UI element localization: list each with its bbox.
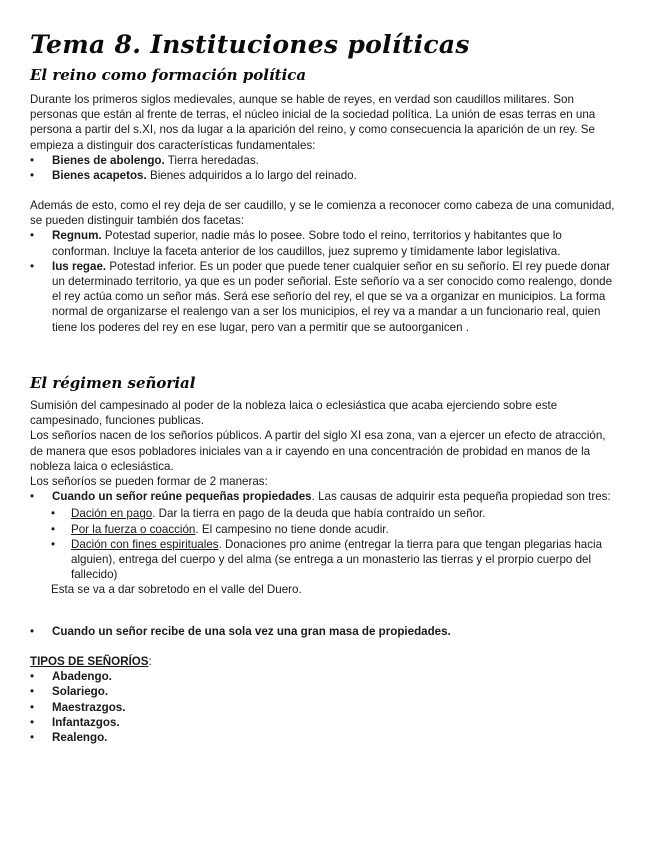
- heading-colon: :: [148, 655, 152, 668]
- definition: . Dar la tierra en pago de la deuda que había contraído un señor.: [152, 507, 486, 521]
- term: Bienes de abolengo.: [52, 153, 165, 167]
- list-item: [30, 730, 620, 745]
- paragraph: Los señoríos se pueden formar de 2 maneras:: [30, 475, 268, 489]
- definition: Potestad superior, nadie más lo posee. Sobre todo el reino, territorios y habitantes que lo conforman. Incluye la faceta anterior de los caudillos, juez supremo y tímidamente labor legislativa.: [52, 229, 562, 258]
- bullet-list: [30, 489, 620, 504]
- section-heading-reino: El reino como formación política: [30, 66, 307, 84]
- list-item: [30, 684, 620, 699]
- list-item: [30, 700, 620, 715]
- list-item: [30, 153, 620, 168]
- type-label: Realengo.: [52, 731, 108, 745]
- type-label: Solariego.: [52, 685, 109, 699]
- list-item: [30, 624, 620, 639]
- bullet-icon: •: [30, 259, 35, 273]
- list-item: [30, 259, 620, 335]
- term: Cuando un señor reúne pequeñas propiedades: [52, 490, 312, 504]
- bullet-icon: •: [30, 715, 35, 729]
- bullet-icon: •: [30, 685, 35, 699]
- list-item: [51, 506, 620, 521]
- type-label: Abadengo.: [52, 670, 112, 684]
- list-item: [51, 537, 620, 583]
- section-heading-senorial: El régimen señorial: [30, 374, 196, 392]
- paragraph: Sumisión del campesinado al poder de la nobleza laica o eclesiástica que acaba ejerciendo sobre este campesinado, funciones publicas.: [30, 399, 558, 428]
- type-label: Infantazgos.: [52, 715, 120, 729]
- bullet-list: [30, 153, 620, 183]
- bullet-list: [30, 228, 620, 334]
- term: Regnum.: [52, 229, 102, 243]
- paragraph: Los señoríos nacen de los señoríos públicos. A partir del siglo XI esa zona, van a ejercer un efecto de atracción, de manera que esos pobladores iniciales van a ir cayendo en una concentración de probidad en manos de la nobleza laica o eclesiástica.: [30, 429, 606, 473]
- paragraph: Esta se va a dar sobretodo en el valle del Duero.: [51, 583, 302, 597]
- bullet-icon: •: [30, 490, 35, 504]
- bullet-icon: •: [30, 700, 35, 714]
- definition: . Donaciones pro anime (entregar la tierra para que tengan plegarias hacia alguien), entrega del cuerpo y del alma (se entrega a un monasterio las tierras y el prorpio cuerpo del fallecido): [71, 537, 603, 582]
- sub-bullet-list: [51, 506, 620, 582]
- term: Bienes acapetos.: [52, 169, 147, 183]
- bullet-icon: •: [30, 731, 35, 745]
- bullet-icon: •: [30, 625, 35, 638]
- definition: Bienes adquiridos a lo largo del reinado.: [146, 169, 357, 183]
- term: Ius regae.: [52, 259, 107, 273]
- list-item: [30, 669, 620, 684]
- heading-text: TIPOS DE SEÑORÍOS: [30, 655, 149, 668]
- bullet-icon: •: [30, 169, 35, 183]
- bullet-list: [30, 669, 620, 745]
- term: Por la fuerza o coacción: [71, 522, 196, 536]
- section-senorial-body: [30, 398, 620, 598]
- term: Dación con fines espirituales: [71, 537, 219, 551]
- term: Cuando un señor recibe de una sola vez una gran masa de propiedades.: [52, 625, 451, 638]
- definition: Tierra heredadas.: [164, 153, 259, 167]
- section-reino-facets: [30, 198, 620, 335]
- section-senorial-way2: [30, 624, 620, 639]
- bullet-list: [30, 624, 620, 639]
- bullet-icon: •: [51, 507, 56, 521]
- bullet-icon: •: [51, 522, 56, 536]
- bullet-icon: •: [30, 229, 35, 243]
- bullet-icon: •: [30, 670, 35, 684]
- section-tipos: [30, 654, 620, 745]
- bullet-icon: •: [30, 153, 35, 167]
- list-item: [30, 715, 620, 730]
- term: Dación en pago: [71, 507, 153, 521]
- definition: . Las causas de adquirir esta pequeña propiedad son tres:: [311, 490, 611, 504]
- bullet-icon: •: [51, 537, 56, 551]
- types-heading: [30, 654, 620, 669]
- page-title: Tema 8. Instituciones políticas: [30, 30, 470, 59]
- list-item: [30, 168, 620, 183]
- type-label: Maestrazgos.: [52, 700, 126, 714]
- section-reino-body: [30, 92, 620, 183]
- list-item: [30, 489, 620, 504]
- list-item: [30, 228, 620, 258]
- paragraph: Durante los primeros siglos medievales, aunque se hable de reyes, en verdad son caudillos militares. Son personas que están al frente de terras, el núcleo inicial de la sociedad política. La unión de esas terras en una persona a partir del s.XI, nos da lugar a la aparición del reino, y como consecuencia la aparición de un rey. Se empieza a distinguir dos características fundamentales:: [30, 93, 596, 152]
- list-item: [51, 522, 620, 537]
- definition: . El campesino no tiene donde acudir.: [195, 522, 389, 536]
- paragraph: Además de esto, como el rey deja de ser caudillo, y se le comienza a reconocer como cabeza de una comunidad, se pueden distinguir también dos facetas:: [30, 199, 615, 228]
- definition: Potestad inferior. Es un poder que puede tener cualquier señor en su señorío. El rey puede donar un determinado territorio, ya que es un poder señorial. Este señorío va a ser conocido como realengo, donde el rey actúa como un señor más. Será ese señorío del rey, el que se va a organizar en municipios. La forma normal de organizarse el realengo van a ser los municipios, el rey va a mandar a un funcionario real, quien tiene los poderes del rey en ese lugar, pero van a permitir que se autoorganicen .: [52, 259, 613, 334]
